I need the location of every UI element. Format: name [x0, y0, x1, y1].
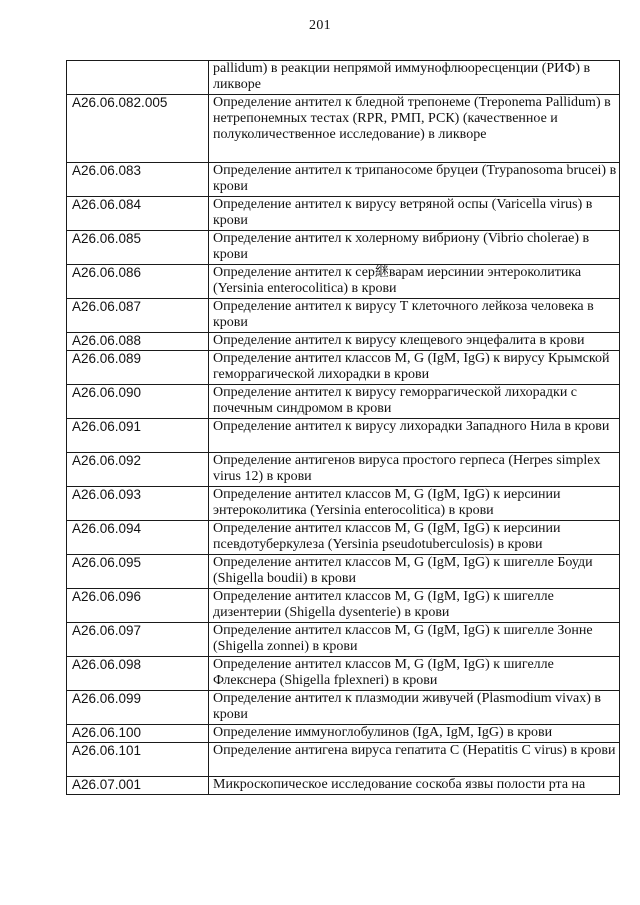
service-code-cell: A26.06.085 [67, 231, 209, 265]
service-description-cell: Определение антител к вирусу лихорадки Западного Нила в крови [209, 419, 620, 453]
table-row [67, 231, 620, 265]
table-row [67, 419, 620, 453]
service-code-cell: A26.06.098 [67, 657, 209, 691]
table-row [67, 351, 620, 385]
service-description-cell: Определение антител классов M, G (IgM, IgG) к иерсинии энтероколитика (Yersinia enterocolitica) в крови [209, 487, 620, 521]
service-description-cell: Определение антител классов M, G (IgM, IgG) к шигелле Флекснера (Shigella fplexneri) в крови [209, 657, 620, 691]
service-code-cell: A26.06.087 [67, 299, 209, 333]
service-code-cell: A26.06.082.005 [67, 95, 209, 163]
service-description-cell: Определение антител классов M, G (IgM, IgG) к шигелле дизентерии (Shigella dysenterie) в крови [209, 589, 620, 623]
service-description-cell: Определение антител к сер継варам иерсинии энтероколитика (Yersinia enterocolitica) в крови [209, 265, 620, 299]
service-description-cell: Определение антител классов M, G (IgM, IgG) к вирусу Крымской геморрагической лихорадки в крови [209, 351, 620, 385]
service-description-cell: Определение антител к бледной трепонеме (Treponema Pallidum) в нетрепонемных тестах (RPR, РМП, РСК) (качественное и полуколичественное исследование) в ликворе [209, 95, 620, 163]
service-code-cell: A26.06.086 [67, 265, 209, 299]
service-description-cell: Микроскопическое исследование соскоба язвы полости рта на [209, 777, 620, 795]
table-row [67, 95, 620, 163]
service-code-cell: A26.06.097 [67, 623, 209, 657]
service-code-cell: A26.06.095 [67, 555, 209, 589]
table-row [67, 521, 620, 555]
services-table-body [67, 61, 620, 795]
table-row [67, 657, 620, 691]
service-code-cell: A26.06.090 [67, 385, 209, 419]
service-description-cell: Определение антител к вирусу ветряной оспы (Varicella virus) в крови [209, 197, 620, 231]
table-row [67, 333, 620, 351]
service-description-cell: Определение антител к вирусу геморрагической лихорадки с почечным синдромом в крови [209, 385, 620, 419]
service-code-cell: A26.06.100 [67, 725, 209, 743]
service-description-cell: Определение антител классов M, G (IgM, IgG) к шигелле Зонне (Shigella zonnei) в крови [209, 623, 620, 657]
service-description-cell: Определение антител классов M, G (IgM, IgG) к шигелле Боуди (Shigella boudii) в крови [209, 555, 620, 589]
table-row [67, 453, 620, 487]
table-row [67, 163, 620, 197]
table-row [67, 61, 620, 95]
service-code-cell: A26.06.099 [67, 691, 209, 725]
service-code-cell: A26.06.083 [67, 163, 209, 197]
service-description-cell: Определение иммуноглобулинов (IgA, IgM, IgG) в крови [209, 725, 620, 743]
table-row [67, 299, 620, 333]
services-table [66, 60, 620, 795]
table-row [67, 691, 620, 725]
service-code-cell: A26.07.001 [67, 777, 209, 795]
service-description-cell: Определение антигенов вируса простого герпеса (Herpes simplex virus 12) в крови [209, 453, 620, 487]
table-row [67, 725, 620, 743]
table-row [67, 385, 620, 419]
service-description-cell: Определение антител к вирусу клещевого энцефалита в крови [209, 333, 620, 351]
table-row [67, 589, 620, 623]
service-description-cell: Определение антител к вирусу Т клеточного лейкоза человека в крови [209, 299, 620, 333]
table-row [67, 555, 620, 589]
table-row [67, 777, 620, 795]
service-code-cell: A26.06.091 [67, 419, 209, 453]
service-code-cell: A26.06.096 [67, 589, 209, 623]
table-row [67, 487, 620, 521]
service-description-cell: Определение антител классов M, G (IgM, IgG) к иерсинии псевдотуберкулеза (Yersinia pseudotuberculosis) в крови [209, 521, 620, 555]
service-code-cell: A26.06.094 [67, 521, 209, 555]
service-code-cell: A26.06.088 [67, 333, 209, 351]
service-code-cell: A26.06.089 [67, 351, 209, 385]
service-code-cell [67, 61, 209, 95]
service-code-cell: A26.06.101 [67, 743, 209, 777]
service-code-cell: A26.06.092 [67, 453, 209, 487]
page-number: 201 [309, 18, 331, 33]
table-row [67, 265, 620, 299]
table-row [67, 197, 620, 231]
service-description-cell: Определение антигена вируса гепатита C (Hepatitis C virus) в крови [209, 743, 620, 777]
table-row [67, 623, 620, 657]
service-description-cell: Определение антител к трипаносоме бруцеи (Trypanosoma brucei) в крови [209, 163, 620, 197]
service-description-cell: Определение антител к холерному вибриону (Vibrio cholerae) в крови [209, 231, 620, 265]
service-code-cell: A26.06.084 [67, 197, 209, 231]
table-row [67, 743, 620, 777]
service-code-cell: A26.06.093 [67, 487, 209, 521]
service-description-cell: pallidum) в реакции непрямой иммунофлюоресценции (РИФ) в ликворе [209, 61, 620, 95]
service-description-cell: Определение антител к плазмодии живучей (Plasmodium vivax) в крови [209, 691, 620, 725]
